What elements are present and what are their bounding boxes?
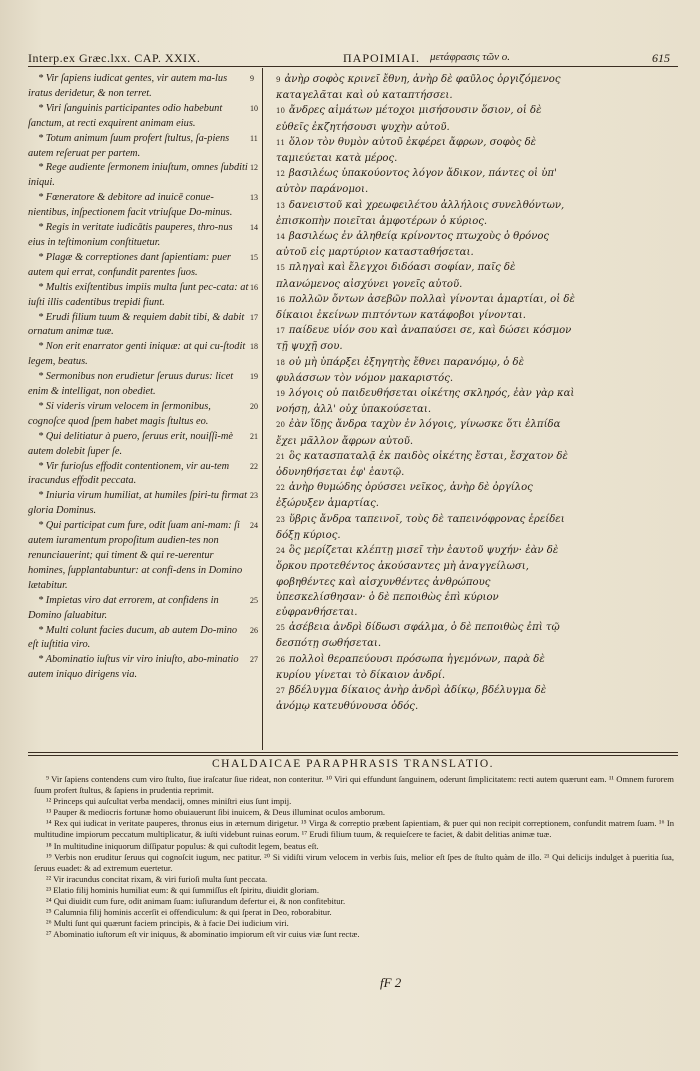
greek-verse-number: 20 (276, 421, 285, 430)
greek-verse-text: παίδευε υἱόν σου καὶ ἀναπαύσει σε, καὶ δώσει κόσμον τῇ ψυχῇ σου. (276, 325, 572, 353)
greek-verse-number: 27 (276, 686, 285, 695)
greek-verse-number: 16 (276, 295, 285, 304)
greek-verse-number: 13 (276, 201, 285, 210)
paraphrase-paragraph: ¹⁸ In multitudine iniquorum diſſipatur populus: & qui cuſtodit legem, beatus eſt. (46, 840, 319, 851)
greek-column (276, 72, 576, 714)
header-middle: ΠΑΡΟΙΜΙΑΙ. (343, 51, 420, 65)
greek-verse-text: βδέλυγμα δίκαιος ἀνὴρ ἀνδρὶ ἀδίκῳ, βδέλυγμα δὲ ἀνόμῳ κατευθύνουσα ὁδός. (276, 684, 547, 713)
greek-verse-text: ὃς κατασπαταλᾷ ἐκ παιδὸς οἰκέτης ἔσται, ἔσχατον δὲ ὀδυνηθήσεται ἐφ' ἑαυτῷ. (276, 450, 568, 479)
latin-verse: * Multi colunt facies ducum, ab autem Do-mino eſt iuſtitia viro. (28, 624, 238, 651)
greek-verse-number: 19 (276, 390, 285, 399)
latin-verse: * Plagæ & correptiones dant ſapientiam: puer autem qui errat, confundit parentes ſuos. (28, 251, 231, 278)
latin-verse: * Qui participat cum fure, odit ſuam ani-mam: ſi autem iuramentum propoſitum audien-tes non renunciauerint; qui timent & qui re-uerentur homines, ſupplantabuntur: at confi-dens in Domino lætabitur. (28, 520, 243, 591)
paraphrase-paragraph: ²⁵ Calumnia filij hominis accerſit ei offendiculum: & qui ſperat in Deo, roborabitur. (46, 907, 332, 918)
verse-number: 12 (250, 163, 258, 172)
verse-number: 9 (250, 74, 254, 83)
verse-number: 21 (250, 432, 258, 441)
verse-number: 27 (250, 655, 258, 664)
paraphrase-paragraph: ²⁴ Qui diuidit cum fure, odit animam ſuam: iuſiurandum defertur ei, & non confitebitur. (46, 896, 346, 907)
greek-verse (276, 72, 576, 103)
verse-number: 14 (250, 223, 258, 232)
greek-verse (276, 683, 576, 714)
paraphrase-paragraph: ²⁷ Abominatio iuſtorum eſt vir iniquus, & abominatio impiorum eſt vir cuius viæ ſunt rectæ. (46, 929, 360, 940)
latin-verse: * Multis exiſtentibus impiis multa ſunt pec-cata: at iuſti illis cadentibus trepidi fiunt. (28, 281, 249, 308)
greek-verse-text: πολλῶν ὄντων ἀσεβῶν πολλαὶ γίνονται ἁμαρτίαι, οἱ δὲ δίκαιοι ἐκείνων πιπτόντων κατάφοβοι γίνονται. (276, 293, 575, 322)
greek-verse (276, 260, 576, 291)
greek-verse-text: ἀνὴρ θυμώδης ὀρύσσει νεῖκος, ἀνὴρ δὲ ὀργίλος ἐξώρυξεν ἁμαρτίας. (276, 482, 533, 510)
greek-verse-number: 22 (276, 484, 285, 493)
greek-verse (276, 198, 576, 229)
greek-verse-number: 17 (276, 327, 285, 336)
latin-verse: * Qui delitiatur à puero, ſeruus erit, nouiſſi-mè autem dolebit ſuper ſe. (28, 430, 234, 457)
greek-verse-number: 14 (276, 233, 285, 242)
verse-number: 24 (250, 521, 258, 530)
verse-number: 18 (250, 342, 258, 351)
greek-verse (276, 417, 576, 448)
greek-verse (276, 543, 576, 620)
greek-verse-number: 23 (276, 515, 285, 524)
section-rule-double (28, 755, 678, 756)
latin-verse: * Viri ſanguinis participantes odio habebunt ſanctum, at recti exquirent animam eius. (28, 102, 223, 129)
paraphrase-title: CHALDAICAE PARAPHRASIS TRANSLATIO. (212, 758, 494, 770)
greek-verse (276, 355, 576, 386)
latin-verse: * Iniuria virum humiliat, at humiles ſpiri-tu firmat gloria Dominus. (28, 490, 247, 517)
greek-verse (276, 135, 576, 166)
greek-verse-text: οὐ μὴ ὑπάρξει ἐξηγητὴς ἔθνει παρανόμῳ, ὁ δὲ φυλάσσων τὸν νόμον μακαριστός. (276, 356, 525, 384)
latin-verse: * Totum animum ſuum profert ſtultus, ſa-piens autem reſeruat per partem. (28, 132, 230, 159)
greek-verse-text: βασιλέως ὑπακούοντος λόγον ἄδικον, πάντες οἱ ὑπ' αὐτὸν παράνομοι. (276, 168, 557, 196)
greek-verse (276, 166, 576, 197)
verse-number: 19 (250, 372, 258, 381)
greek-verse-number: 12 (276, 170, 285, 179)
greek-verse-number: 11 (276, 138, 285, 147)
latin-verse: * Erudi filium tuum & requiem dabit tibi, & dabit ornatum animæ tuæ. (28, 311, 245, 338)
latin-verse: * Rege audiente ſermonem iniuſtum, omnes ſubditi iniqui. (28, 162, 248, 189)
verse-number: 16 (250, 283, 258, 292)
greek-verse-text: πληγαὶ καὶ ἔλεγχοι διδόασι σοφίαν, παῖς δὲ πλανώμενος αἰσχύνει γονεῖς αὐτοῦ. (276, 262, 516, 290)
column-divider (262, 68, 263, 750)
greek-verse-number: 21 (276, 452, 285, 461)
paraphrase-paragraph: ¹³ Pauper & mediocris fortunæ homo obuiauerunt ſibi inuicem, & Deus illuminat oculos amborum. (46, 807, 386, 818)
verse-number: 25 (250, 596, 258, 605)
greek-verse-text: ἄνδρες αἱμάτων μέτοχοι μισήσουσιν ὅσιον, οἱ δὲ εὐθεῖς ἐκζητήσουσι ψυχὴν αὐτοῦ. (276, 105, 542, 133)
greek-verse-text: ὅλον τὸν θυμὸν αὐτοῦ ἐκφέρει ἄφρων, σοφὸς δὲ ταμιεύεται κατὰ μέρος. (276, 136, 537, 165)
greek-verse-number: 15 (276, 264, 285, 273)
greek-verse-number: 25 (276, 624, 285, 633)
greek-verse-number: 9 (276, 76, 281, 84)
paraphrase-paragraph: ⁹ Vir ſapiens contendens cum viro ſtulto, ſiue iraſcatur ſiue rideat, non conteritur. ¹⁰ Viri qui effundunt ſanguinem, oderunt ſimplicitatem: recti autem quærunt eam. ¹¹ Omnem furorem ſuum profert ſtultus, & ſapiens in prudentia reprimit. (34, 774, 674, 796)
verse-number: 13 (250, 193, 258, 202)
page-number: 615 (652, 51, 670, 65)
signature-mark: fF 2 (380, 975, 402, 990)
verse-number: 20 (250, 402, 258, 411)
paraphrase-paragraph: ²⁶ Multi ſunt qui quærunt faciem principis, & à facie Dei iudicium viri. (46, 918, 289, 929)
greek-verse-text: ἐὰν ἴδῃς ἄνδρα ταχὺν ἐν λόγοις, γίνωσκε ὅτι ἐλπίδα ἔχει μᾶλλον ἄφρων αὐτοῦ. (276, 419, 561, 447)
greek-verse-text: ὃς μερίζεται κλέπτῃ μισεῖ τὴν ἑαυτοῦ ψυχήν· ἐὰν δὲ ὅρκου προτεθέντος ἀκούσαντες μὴ ἀναγγείλωσι, φοβηθέντες καὶ αἰσχυνθέντες ἀνθρώπους ὑπεσκελίσθησαν· ὁ δὲ πεποιθὼς ἐπὶ κύριον εὐφρανθήσεται. (276, 545, 559, 618)
latin-verse: * Non erit enarrator genti iniquæ: at qui cu-ſtodit legem, beatus. (28, 341, 246, 368)
greek-verse (276, 323, 576, 354)
header-greek-tag: μετάφρασις τῶν ο. (430, 51, 510, 63)
greek-verse-text: πολλοὶ θεραπεύουσι πρόσωπα ἡγεμόνων, παρὰ δὲ κυρίου γίνεται τὸ δίκαιον ἀνδρί. (276, 653, 545, 681)
latin-column (28, 72, 250, 683)
latin-verse: * Vir furioſus effodit contentionem, vir au-tem iracundus effodit peccata. (28, 460, 230, 487)
verse-number: 26 (250, 626, 258, 635)
verse-number: 11 (250, 134, 258, 143)
greek-verse (276, 103, 576, 134)
greek-verse (276, 480, 576, 511)
paraphrase-text (34, 774, 674, 940)
greek-verse (276, 292, 576, 323)
greek-verse-number: 10 (276, 107, 285, 116)
latin-verse: * Si videris virum velocem in ſermonibus, cognoſce quod ſpem habet magis ſtultus eo. (28, 400, 211, 427)
greek-verse (276, 620, 576, 651)
greek-verse-number: 18 (276, 358, 285, 367)
latin-verse: * Vir ſapiens iudicat gentes, vir autem ma-lus iratus deridetur, & non terret. (28, 73, 228, 99)
latin-verse: * Regis in veritate iudicātis pauperes, thro-nus eius in teſtimonium conſtituetur. (28, 222, 233, 248)
greek-verse (276, 229, 576, 260)
verse-number: 23 (250, 491, 258, 500)
running-header (28, 47, 678, 67)
latin-verse: * Fœneratore & debitore ad inuicē conue-nientibus, inſpectionem facit vtriuſque Do-minus. (28, 192, 233, 219)
greek-verse-number: 26 (276, 655, 285, 664)
paraphrase-paragraph: ¹⁹ Verbis non eruditur ſeruus qui cognoſcit iugum, nec patitur. ²⁰ Si vidiſti virum velocem in verbis ſuis, melior eſt ſpes de ſtulto quàm de illo. ²¹ Qui delicijs indulget à pueritia ſua, ſeruus euadet: & ad extremum euertetur. (34, 851, 674, 873)
greek-verse (276, 449, 576, 480)
header-left: Interp.ex Græc.lxx. CAP. XXIX. (28, 51, 201, 65)
greek-verse-text: ἀνὴρ σοφὸς κρινεῖ ἔθνη, ἀνὴρ δὲ φαῦλος ὀργιζόμενος καταγελᾶται καὶ οὐ καταπτήσσει. (276, 74, 561, 102)
paraphrase-paragraph: ²³ Elatio filij hominis humiliat eum: & qui ſummiſſus eſt ſpiritu, diuidit gloriam. (46, 884, 319, 895)
greek-verse-text: βασιλέως ἐν ἀληθείᾳ κρίνοντος πτωχοὺς ὁ θρόνος αὐτοῦ εἰς μαρτύριον κατασταθήσεται. (276, 231, 550, 259)
paraphrase-paragraph: ¹² Princeps qui auſcultat verba mendacij, omnes miniſtri eius ſunt impij. (46, 796, 292, 807)
greek-verse (276, 652, 576, 683)
latin-verse: * Abominatio iuſtus vir viro iniuſto, abo-minatio autem iniquo dirigens via. (28, 654, 239, 681)
verse-number: 17 (250, 313, 258, 322)
verse-number: 10 (250, 104, 258, 113)
greek-verse (276, 386, 576, 417)
section-rule (28, 752, 678, 753)
greek-verse-number: 24 (276, 547, 285, 556)
paraphrase-paragraph: ²² Vir iracundus concitat rixam, & viri furioſi multa ſunt peccata. (46, 873, 268, 884)
greek-verse-text: ἀσέβεια ἀνδρὶ δίδωσι σφάλμα, ὁ δὲ πεποιθὼς ἐπὶ τῷ δεσπότῃ σωθήσεται. (276, 622, 560, 650)
verse-number: 15 (250, 253, 258, 262)
greek-verse (276, 512, 576, 543)
paraphrase-paragraph: ¹⁴ Rex qui iudicat in veritate pauperes, thronus eius in æternum dirigetur. ¹⁵ Virga & correptio præbent ſapientiam, & puer qui non recipit correptionem, confundit matrem ſuam. ¹⁶ In multitudine impiorum peccatum multiplicatur, & iuſti videbunt ruinas eorum. ¹⁷ Erudi filium tuum, & requieſcere te faciet, & dabit delitias animæ tuæ. (34, 818, 674, 840)
greek-verse-text: λόγοις οὐ παιδευθήσεται οἰκέτης σκληρός, ἐὰν γὰρ καὶ νοήσῃ, ἀλλ' οὐχ ὑπακούσεται. (276, 388, 575, 416)
greek-verse-text: δανειστοῦ καὶ χρεωφειλέτου ἀλλήλοις συνελθόντων, ἐπισκοπὴν ποιεῖται ἀμφοτέρων ὁ κύριος. (276, 199, 565, 227)
latin-verse: * Sermonibus non erudietur ſeruus durus: licet enim & intelligat, non obediet. (28, 371, 234, 398)
verse-number: 22 (250, 462, 258, 471)
latin-verse: * Impietas viro dat errorem, at confidens in Domino ſaluabitur. (28, 594, 219, 621)
header-rule (28, 66, 678, 67)
greek-verse-text: ὕβρις ἄνδρα ταπεινοῖ, τοὺς δὲ ταπεινόφρονας ἐρείδει δόξῃ κύριος. (276, 513, 565, 541)
